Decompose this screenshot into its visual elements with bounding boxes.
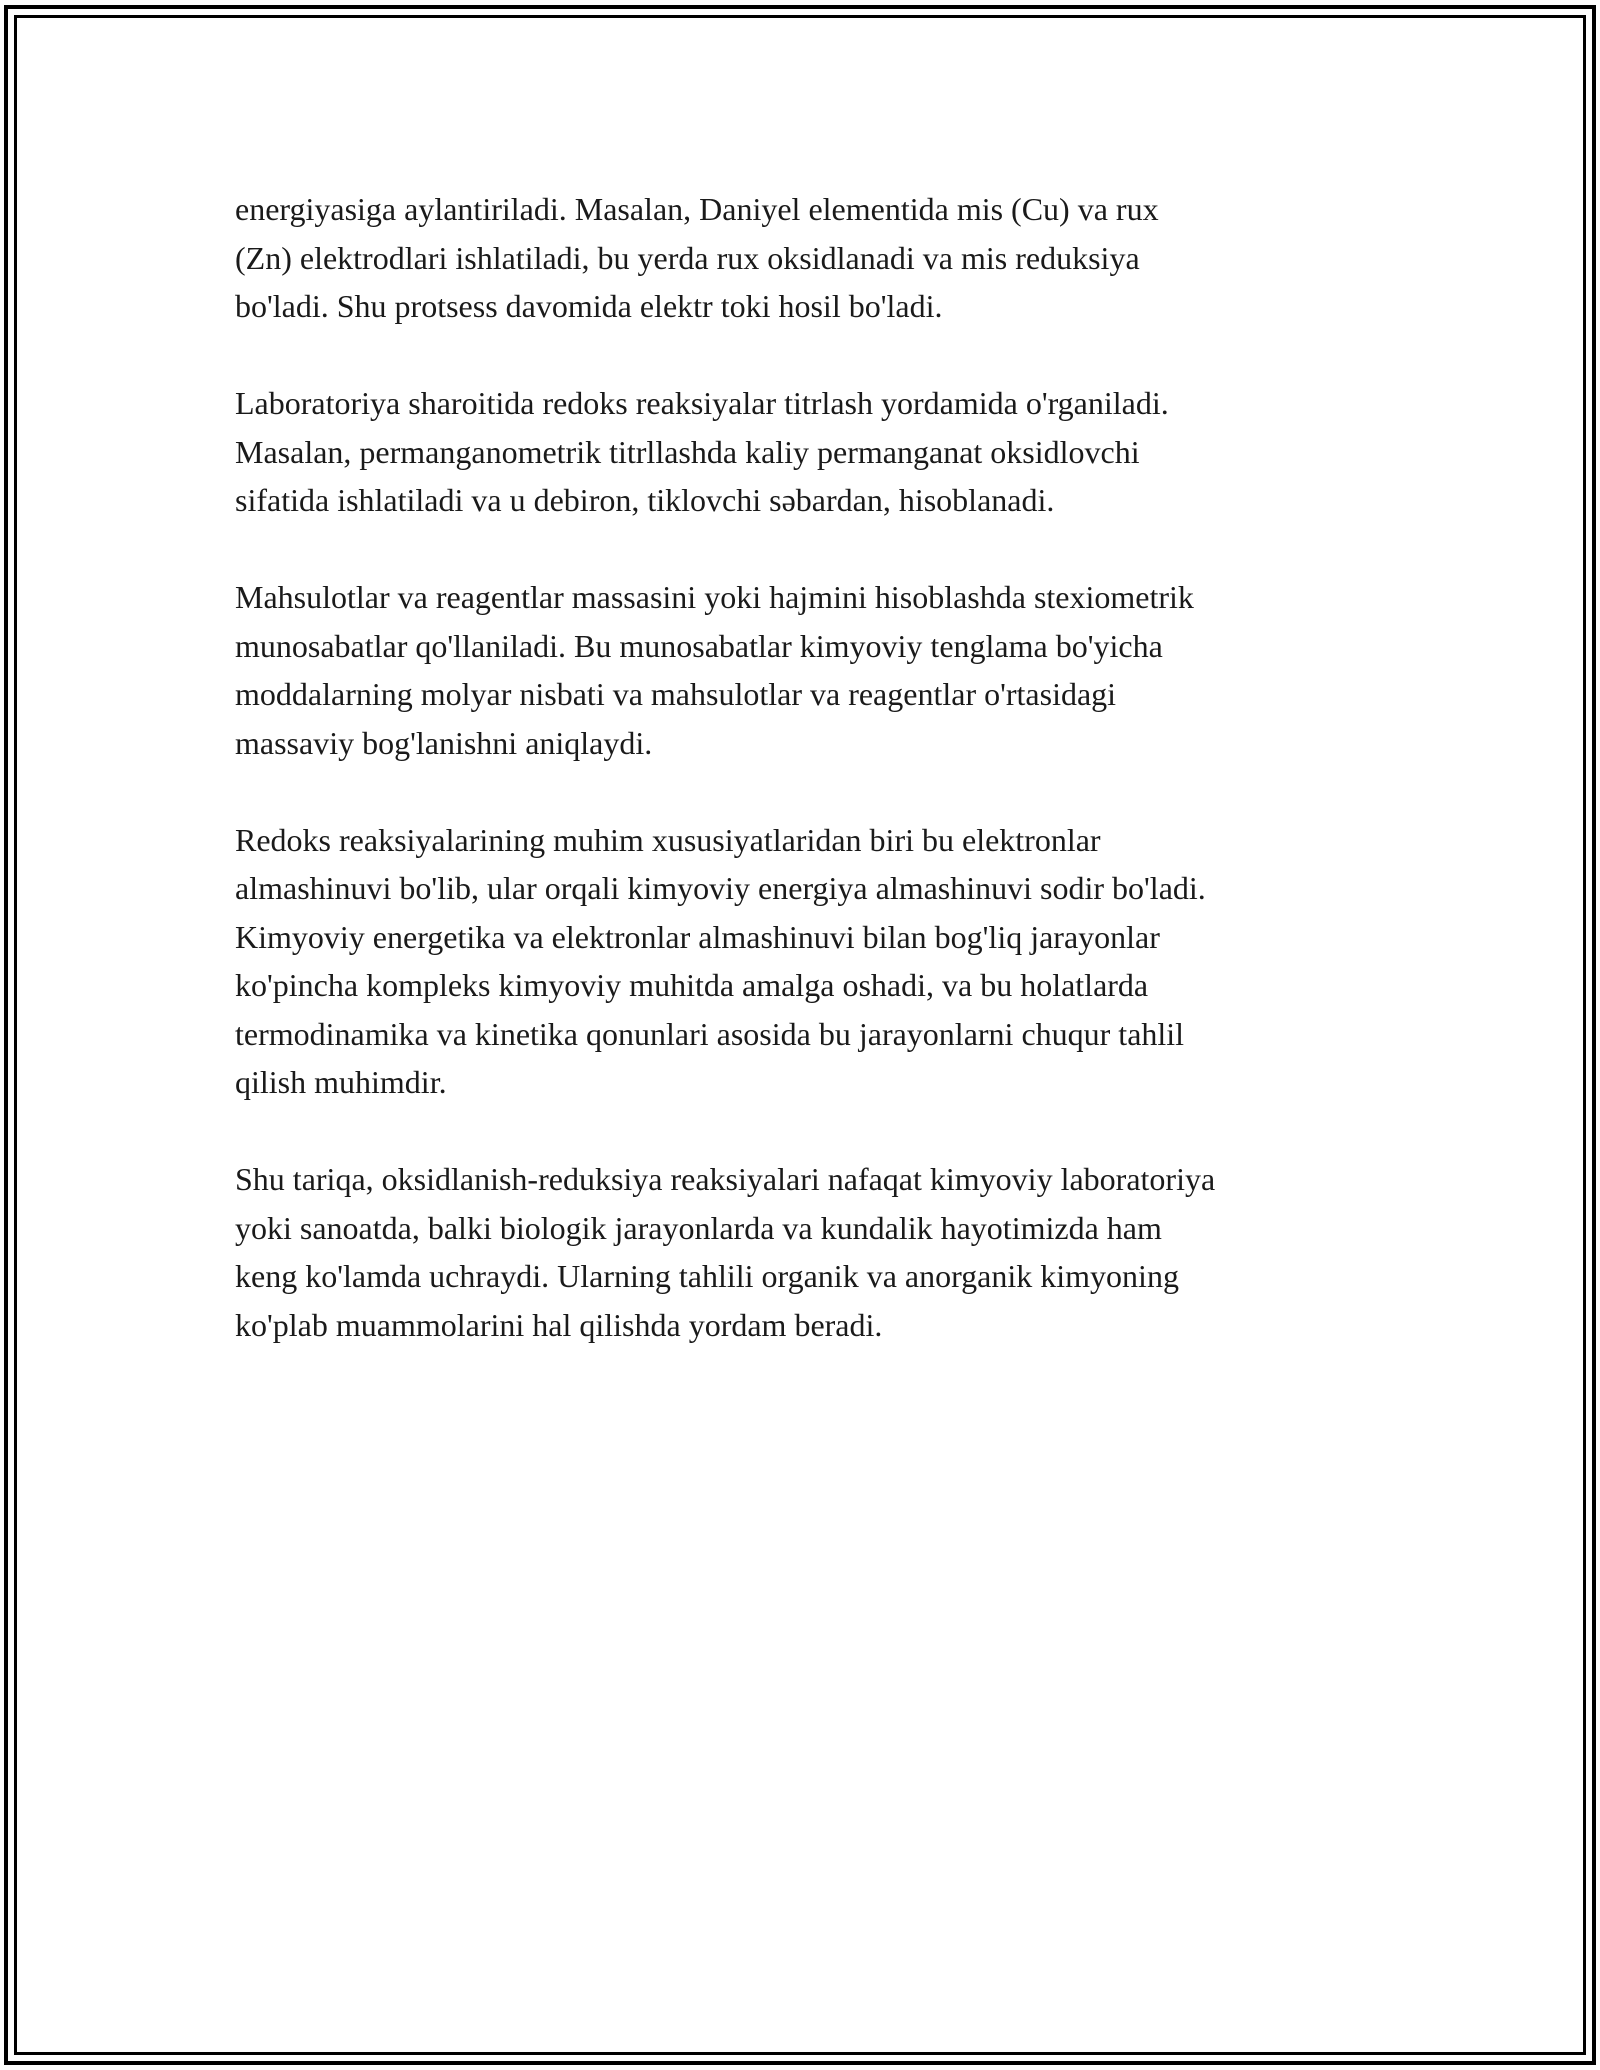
document-body bbox=[235, 185, 1375, 1398]
text-line: Redoks reaksiyalarining muhim xususiyatlaridan biri bu elektronlar bbox=[235, 821, 1101, 858]
text-line: keng ko'lamda uchraydi. Ularning tahlili organik va anorganik kimyoning bbox=[235, 1258, 1179, 1294]
text-line: Masalan, permanganometrik titrllashda kaliy permanganat oksidlovchi bbox=[235, 433, 1140, 470]
paragraph-5 bbox=[235, 1155, 1375, 1349]
text-line: ko'plab muammolarini hal qilishda yordam beradi. bbox=[235, 1306, 883, 1343]
text-line: energiyasiga aylantiriladi. Masalan, Daniyel elementida mis (Cu) va rux bbox=[235, 191, 1159, 227]
text-line: almashinuvi bo'lib, ular orqali kimyoviy energiya almashinuvi sodir bo'ladi. bbox=[235, 870, 1206, 906]
text-line: Mahsulotlar va reagentlar massasini yoki hajmini hisoblashda stexiometrik bbox=[235, 579, 1194, 615]
text-line: qilish muhimdir. bbox=[235, 1064, 447, 1100]
text-line: Shu tariqa, oksidlanish-reduksiya reaksiyalari nafaqat kimyoviy laboratoriya bbox=[235, 1161, 1216, 1197]
paragraph-1 bbox=[235, 185, 1375, 331]
text-line: yoki sanoatda, balki biologik jarayonlarda va kundalik hayotimizda ham bbox=[235, 1209, 1162, 1246]
text-line: (Zn) elektrodlari ishlatiladi, bu yerda rux oksidlanadi va mis reduksiya bbox=[235, 239, 1140, 276]
paragraph-4 bbox=[235, 816, 1375, 1107]
text-line: bo'ladi. Shu protsess davomida elektr toki hosil bo'ladi. bbox=[235, 288, 943, 324]
text-line: munosabatlar qo'llaniladi. Bu munosabatlar kimyoviy tenglama bo'yicha bbox=[235, 627, 1163, 664]
text-line: termodinamika va kinetika qonunlari asosida bu jarayonlarni chuqur tahlil bbox=[235, 1015, 1185, 1052]
text-line: sifatida ishlatiladi va u debiron, tiklovchi səbardan, hisoblanadi. bbox=[235, 482, 1055, 518]
text-line: moddalarning molyar nisbati va mahsulotlar va reagentlar o'rtasidagi bbox=[235, 676, 1117, 712]
text-line: massaviy bog'lanishni aniqlaydi. bbox=[235, 724, 653, 761]
paragraph-3 bbox=[235, 573, 1375, 767]
paragraph-2 bbox=[235, 379, 1375, 525]
text-line: Kimyoviy energetika va elektronlar almashinuvi bilan bog'liq jarayonlar bbox=[235, 918, 1160, 955]
text-line: ko'pincha kompleks kimyoviy muhitda amalga oshadi, va bu holatlarda bbox=[235, 967, 1149, 1003]
text-line: Laboratoriya sharoitida redoks reaksiyalar titrlash yordamida o'rganiladi. bbox=[235, 385, 1169, 421]
